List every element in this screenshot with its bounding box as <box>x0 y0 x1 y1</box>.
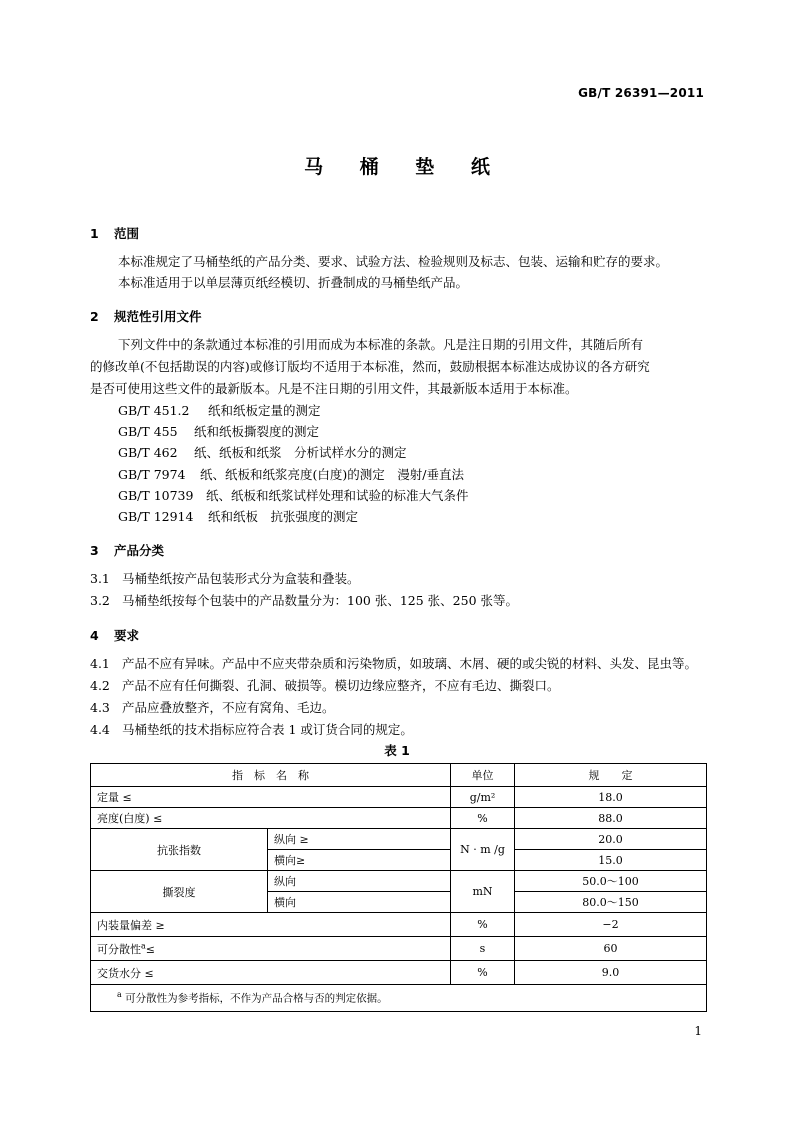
row-tear-cd-value: 80.0～150 <box>515 892 707 913</box>
reference-title: 纸和纸板撕裂度的测定 <box>194 424 320 439</box>
reference-title: 纸、纸板和纸浆亮度(白度)的测定 漫射/垂直法 <box>200 467 464 482</box>
spec-table <box>90 763 707 1012</box>
clause-number: 4.4 <box>90 722 110 737</box>
section-number: 1 <box>90 226 99 241</box>
standard-number: GB/T 26391—2011 <box>578 86 704 100</box>
row-brightness-unit: % <box>451 808 515 829</box>
row-tear-md: 纵向 <box>268 871 451 892</box>
clause-text: 产品不应有异味。产品中不应夹带杂质和污染物质，如玻璃、木屑、硬的或尖锐的材料、头发、昆虫等。 <box>122 656 698 671</box>
reference-item <box>118 422 319 442</box>
clause-number: 3.2 <box>90 593 110 608</box>
row-grammage-value: 18.0 <box>515 787 707 808</box>
footnote-marker: a <box>117 990 122 1000</box>
reference-code: GB/T 455 <box>118 424 178 439</box>
row-moisture-name: 交货水分 ≤ <box>91 961 451 985</box>
section-title: 要求 <box>114 628 140 643</box>
header-specification: 规 定 <box>515 764 707 787</box>
reference-item <box>118 443 407 463</box>
row-tensile-md: 纵向 ≥ <box>268 829 451 850</box>
table-row <box>91 871 707 892</box>
row-brightness-value: 88.0 <box>515 808 707 829</box>
row-tensile-unit: N · m /g <box>451 829 515 871</box>
table-row <box>91 829 707 850</box>
row-dispersibility-unit: s <box>451 937 515 961</box>
clause-number: 4.1 <box>90 656 110 671</box>
clause-item <box>90 569 360 589</box>
section-number: 4 <box>90 628 99 643</box>
section-title: 范围 <box>114 226 140 241</box>
scope-paragraph-1: 本标准规定了马桶垫纸的产品分类、要求、试验方法、检验规则及标志、包装、运输和贮存的要求。 <box>118 254 669 269</box>
normative-intro-line-2: 的修改单(不包括勘误的内容)或修订版均不适用于本标准，然而，鼓励根据本标准达成协议的各方研究 <box>90 359 650 374</box>
reference-code: GB/T 462 <box>118 445 178 460</box>
reference-code: GB/T 12914 <box>118 509 194 524</box>
clause-number: 3.1 <box>90 571 110 586</box>
row-tensile-cd: 横向≥ <box>268 850 451 871</box>
row-tensile-name: 抗张指数 <box>91 829 268 871</box>
reference-title: 纸、纸板和纸浆试样处理和试验的标准大气条件 <box>206 488 469 503</box>
clause-text: 马桶垫纸按每个包装中的产品数量分为：100 张、125 张、250 张等。 <box>122 593 518 608</box>
reference-title: 纸和纸板定量的测定 <box>208 403 321 418</box>
row-moisture-unit: % <box>451 961 515 985</box>
row-tear-unit: mN <box>451 871 515 913</box>
row-tear-md-value: 50.0～100 <box>515 871 707 892</box>
row-grammage-name: 定量 ≤ <box>91 787 451 808</box>
reference-item <box>118 486 469 506</box>
table-row <box>91 937 707 961</box>
reference-item <box>118 465 464 485</box>
row-moisture-value: 9.0 <box>515 961 707 985</box>
clause-item <box>90 654 697 674</box>
header-indicator-name: 指 标 名 称 <box>91 764 451 787</box>
reference-code: GB/T 451.2 <box>118 403 190 418</box>
row-count-deviation-name: 内装量偏差 ≥ <box>91 913 451 937</box>
table-header-row <box>91 764 707 787</box>
footnote-text: 可分散性为参考指标，不作为产品合格与否的判定依据。 <box>125 992 388 1005</box>
section-heading-scope <box>90 224 139 242</box>
reference-item <box>118 401 321 421</box>
section-number: 3 <box>90 543 99 558</box>
row-count-deviation-value: −2 <box>515 913 707 937</box>
section-heading-classification <box>90 541 164 559</box>
row-tear-name: 撕裂度 <box>91 871 268 913</box>
footnote-marker: a <box>141 940 146 950</box>
row-brightness-name: 亮度(白度) ≤ <box>91 808 451 829</box>
clause-item <box>90 720 413 740</box>
row-grammage-unit: g/m² <box>451 787 515 808</box>
document-title: 马 桶 垫 纸 <box>304 156 505 178</box>
page-number: 1 <box>694 1024 702 1038</box>
table-row <box>91 961 707 985</box>
reference-item <box>118 507 358 527</box>
clause-text: 产品应叠放整齐，不应有窝角、毛边。 <box>122 700 335 715</box>
clause-item <box>90 698 335 718</box>
reference-code: GB/T 10739 <box>118 488 194 503</box>
clause-item <box>90 591 518 611</box>
section-title: 产品分类 <box>114 543 165 558</box>
scope-paragraph-2: 本标准适用于以单层薄页纸经模切、折叠制成的马桶垫纸产品。 <box>118 275 469 290</box>
table-row <box>91 913 707 937</box>
table-footnote <box>91 985 707 1012</box>
table-row <box>91 787 707 808</box>
section-number: 2 <box>90 309 99 324</box>
clause-number: 4.3 <box>90 700 110 715</box>
header-unit: 单位 <box>451 764 515 787</box>
row-dispersibility-name <box>91 937 451 961</box>
normative-intro-line-3: 是否可使用这些文件的最新版本。凡是不注日期的引用文件，其最新版本适用于本标准。 <box>90 381 578 396</box>
reference-title: 纸和纸板 抗张强度的测定 <box>208 509 359 524</box>
clause-text: 马桶垫纸的技术指标应符合表 1 或订货合同的规定。 <box>122 722 413 737</box>
section-heading-normative <box>90 307 202 325</box>
dispersibility-operator: ≤ <box>145 942 155 956</box>
dispersibility-label: 可分散性 <box>97 942 141 956</box>
row-count-deviation-unit: % <box>451 913 515 937</box>
table-footnote-row <box>91 985 707 1012</box>
reference-code: GB/T 7974 <box>118 467 186 482</box>
clause-text: 马桶垫纸按产品包装形式分为盒装和叠装。 <box>122 571 360 586</box>
row-dispersibility-value: 60 <box>515 937 707 961</box>
row-tensile-md-value: 20.0 <box>515 829 707 850</box>
normative-intro-line-1: 下列文件中的条款通过本标准的引用而成为本标准的条款。凡是注日期的引用文件，其随后所有 <box>118 337 644 352</box>
table-row <box>91 808 707 829</box>
table-caption: 表 1 <box>384 743 410 758</box>
clause-item <box>90 676 560 696</box>
section-heading-requirements <box>90 626 139 644</box>
row-tensile-cd-value: 15.0 <box>515 850 707 871</box>
clause-number: 4.2 <box>90 678 110 693</box>
reference-title: 纸、纸板和纸浆 分析试样水分的测定 <box>194 445 407 460</box>
row-tear-cd: 横向 <box>268 892 451 913</box>
clause-text: 产品不应有任何撕裂、孔洞、破损等。模切边缘应整齐，不应有毛边、撕裂口。 <box>122 678 560 693</box>
section-title: 规范性引用文件 <box>114 309 202 324</box>
